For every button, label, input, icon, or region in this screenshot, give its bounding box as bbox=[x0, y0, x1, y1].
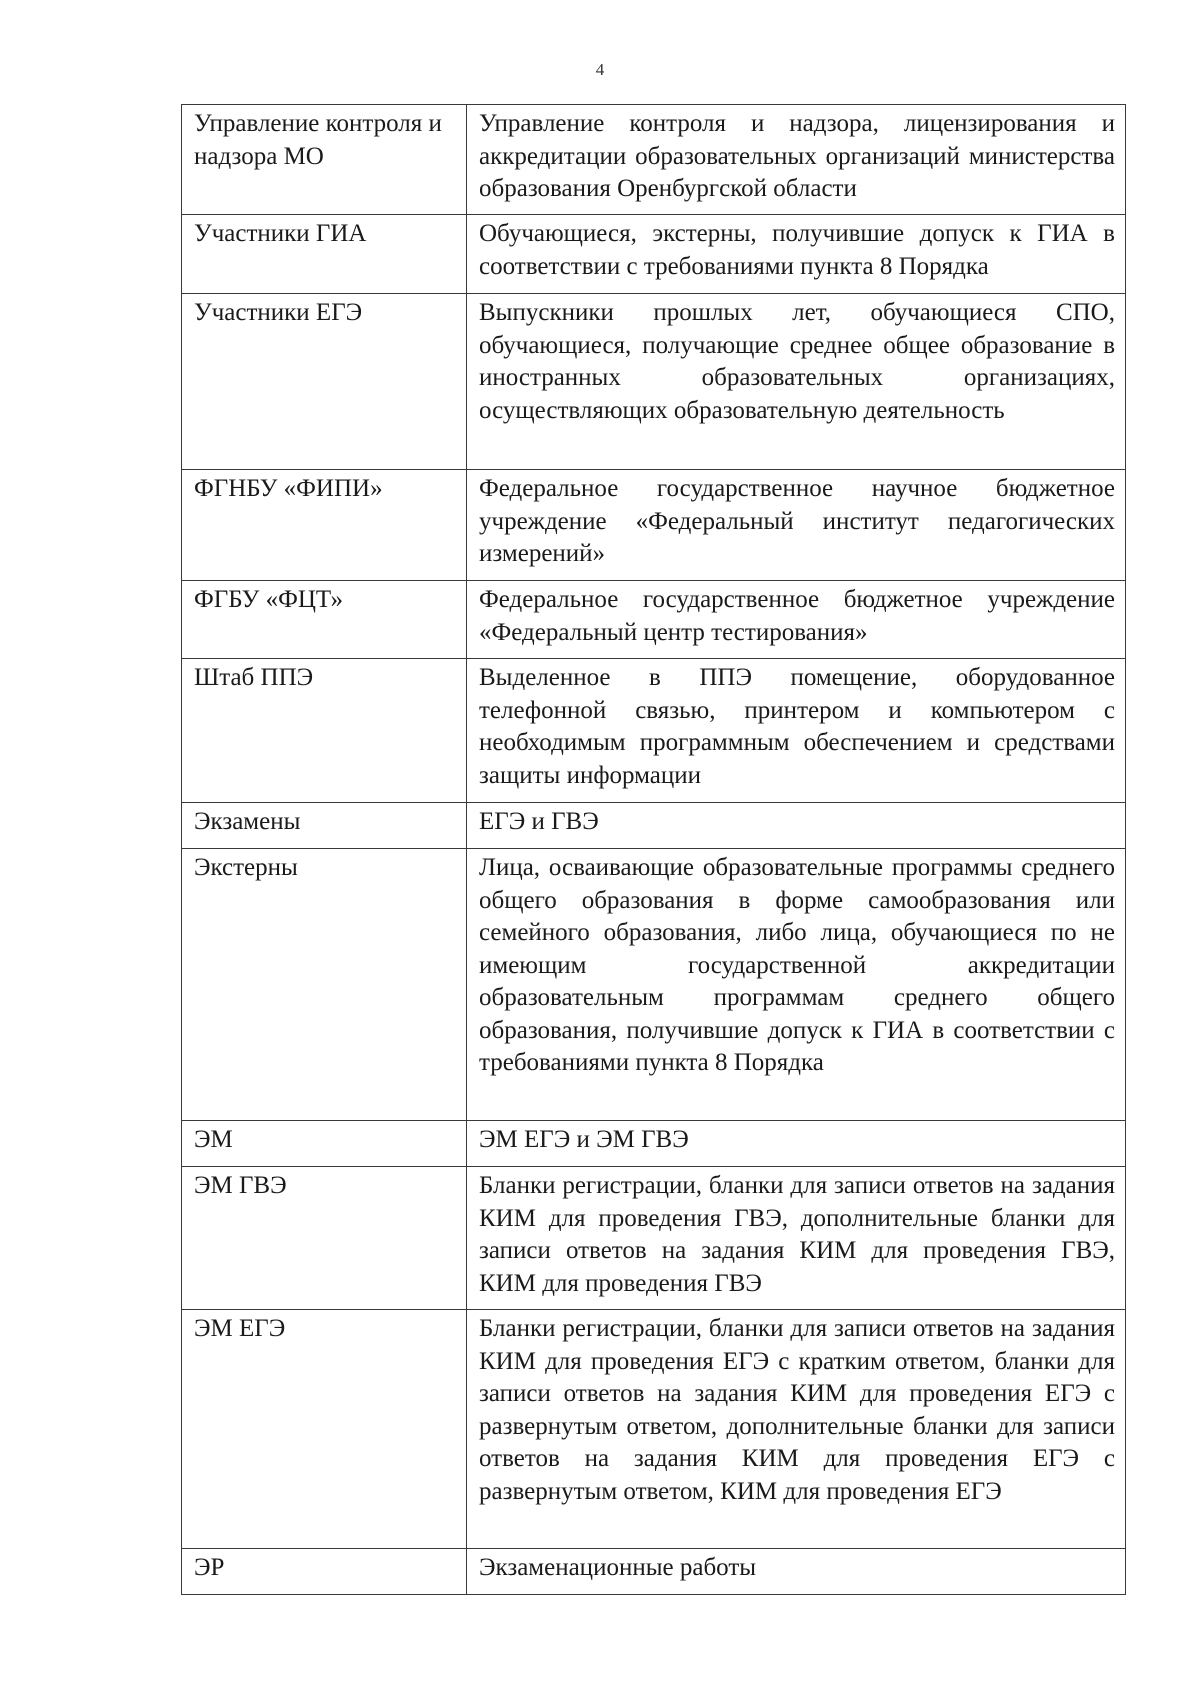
term-cell: ФГБУ «ФЦТ» bbox=[182, 581, 467, 659]
definition-cell: Лица, осваивающие образовательные программы среднего общего образования в форме самообразования или семейного образования, либо лица, обучающиеся по не имеющим государственной аккредитации образовательным программам среднего общего образования, получившие допуск к ГИА в соответствии с требованиями пункта 8 Порядка bbox=[467, 849, 1126, 1121]
definition-cell: Федеральное государственное научное бюджетное учреждение «Федеральный институт педагогических измерений» bbox=[467, 470, 1126, 581]
table-row bbox=[182, 215, 1126, 294]
table-row bbox=[182, 470, 1126, 581]
definition-cell: ЭМ ЕГЭ и ЭМ ГВЭ bbox=[467, 1121, 1126, 1167]
definition-cell: Бланки регистрации, бланки для записи ответов на задания КИМ для проведения ЕГЭ с кратким ответом, бланки для записи ответов на задания КИМ для проведения ЕГЭ с развернутым ответом, дополнительные бланки для записи ответов на задания КИМ для проведения ЕГЭ с развернутым ответом, КИМ для проведения ЕГЭ bbox=[467, 1310, 1126, 1549]
table-row bbox=[182, 849, 1126, 1121]
table-row bbox=[182, 1167, 1126, 1310]
term-cell: ЭМ bbox=[182, 1121, 467, 1167]
term-cell: ФГНБУ «ФИПИ» bbox=[182, 470, 467, 581]
table-row bbox=[182, 294, 1126, 470]
term-cell: Экстерны bbox=[182, 849, 467, 1121]
definition-cell: Управление контроля и надзора, лицензирования и аккредитации образовательных организаций министерства образования Оренбургской области bbox=[467, 105, 1126, 215]
definition-cell: Федеральное государственное бюджетное учреждение «Федеральный центр тестирования» bbox=[467, 581, 1126, 659]
table-row bbox=[182, 803, 1126, 849]
term-cell: ЭМ ЕГЭ bbox=[182, 1310, 467, 1549]
term-cell: Участники ГИА bbox=[182, 215, 467, 294]
table-row bbox=[182, 105, 1126, 215]
table-row bbox=[182, 1549, 1126, 1595]
term-cell: Управление контроля и надзора МО bbox=[182, 105, 467, 215]
table-row bbox=[182, 1310, 1126, 1549]
definition-cell: Обучающиеся, экстерны, получившие допуск к ГИА в соответствии с требованиями пункта 8 Порядка bbox=[467, 215, 1126, 294]
term-cell: ЭМ ГВЭ bbox=[182, 1167, 467, 1310]
definition-cell: ЕГЭ и ГВЭ bbox=[467, 803, 1126, 849]
table-row bbox=[182, 581, 1126, 659]
definition-cell: Выделенное в ППЭ помещение, оборудованное телефонной связью, принтером и компьютером с необходимым программным обеспечением и средствами защиты информации bbox=[467, 659, 1126, 803]
definition-cell: Экзаменационные работы bbox=[467, 1549, 1126, 1595]
table-row bbox=[182, 1121, 1126, 1167]
definition-cell: Бланки регистрации, бланки для записи ответов на задания КИМ для проведения ГВЭ, дополнительные бланки для записи ответов на задания КИМ для проведения ГВЭ, КИМ для проведения ГВЭ bbox=[467, 1167, 1126, 1310]
abbreviations-table bbox=[181, 104, 1126, 1595]
term-cell: Экзамены bbox=[182, 803, 467, 849]
definition-cell: Выпускники прошлых лет, обучающиеся СПО, обучающиеся, получающие среднее общее образование в иностранных образовательных организациях, осуществляющих образовательную деятельность bbox=[467, 294, 1126, 470]
term-cell: Штаб ППЭ bbox=[182, 659, 467, 803]
page-number: 4 bbox=[595, 60, 605, 79]
term-cell: Участники ЕГЭ bbox=[182, 294, 467, 470]
table-row bbox=[182, 659, 1126, 803]
term-cell: ЭР bbox=[182, 1549, 467, 1595]
